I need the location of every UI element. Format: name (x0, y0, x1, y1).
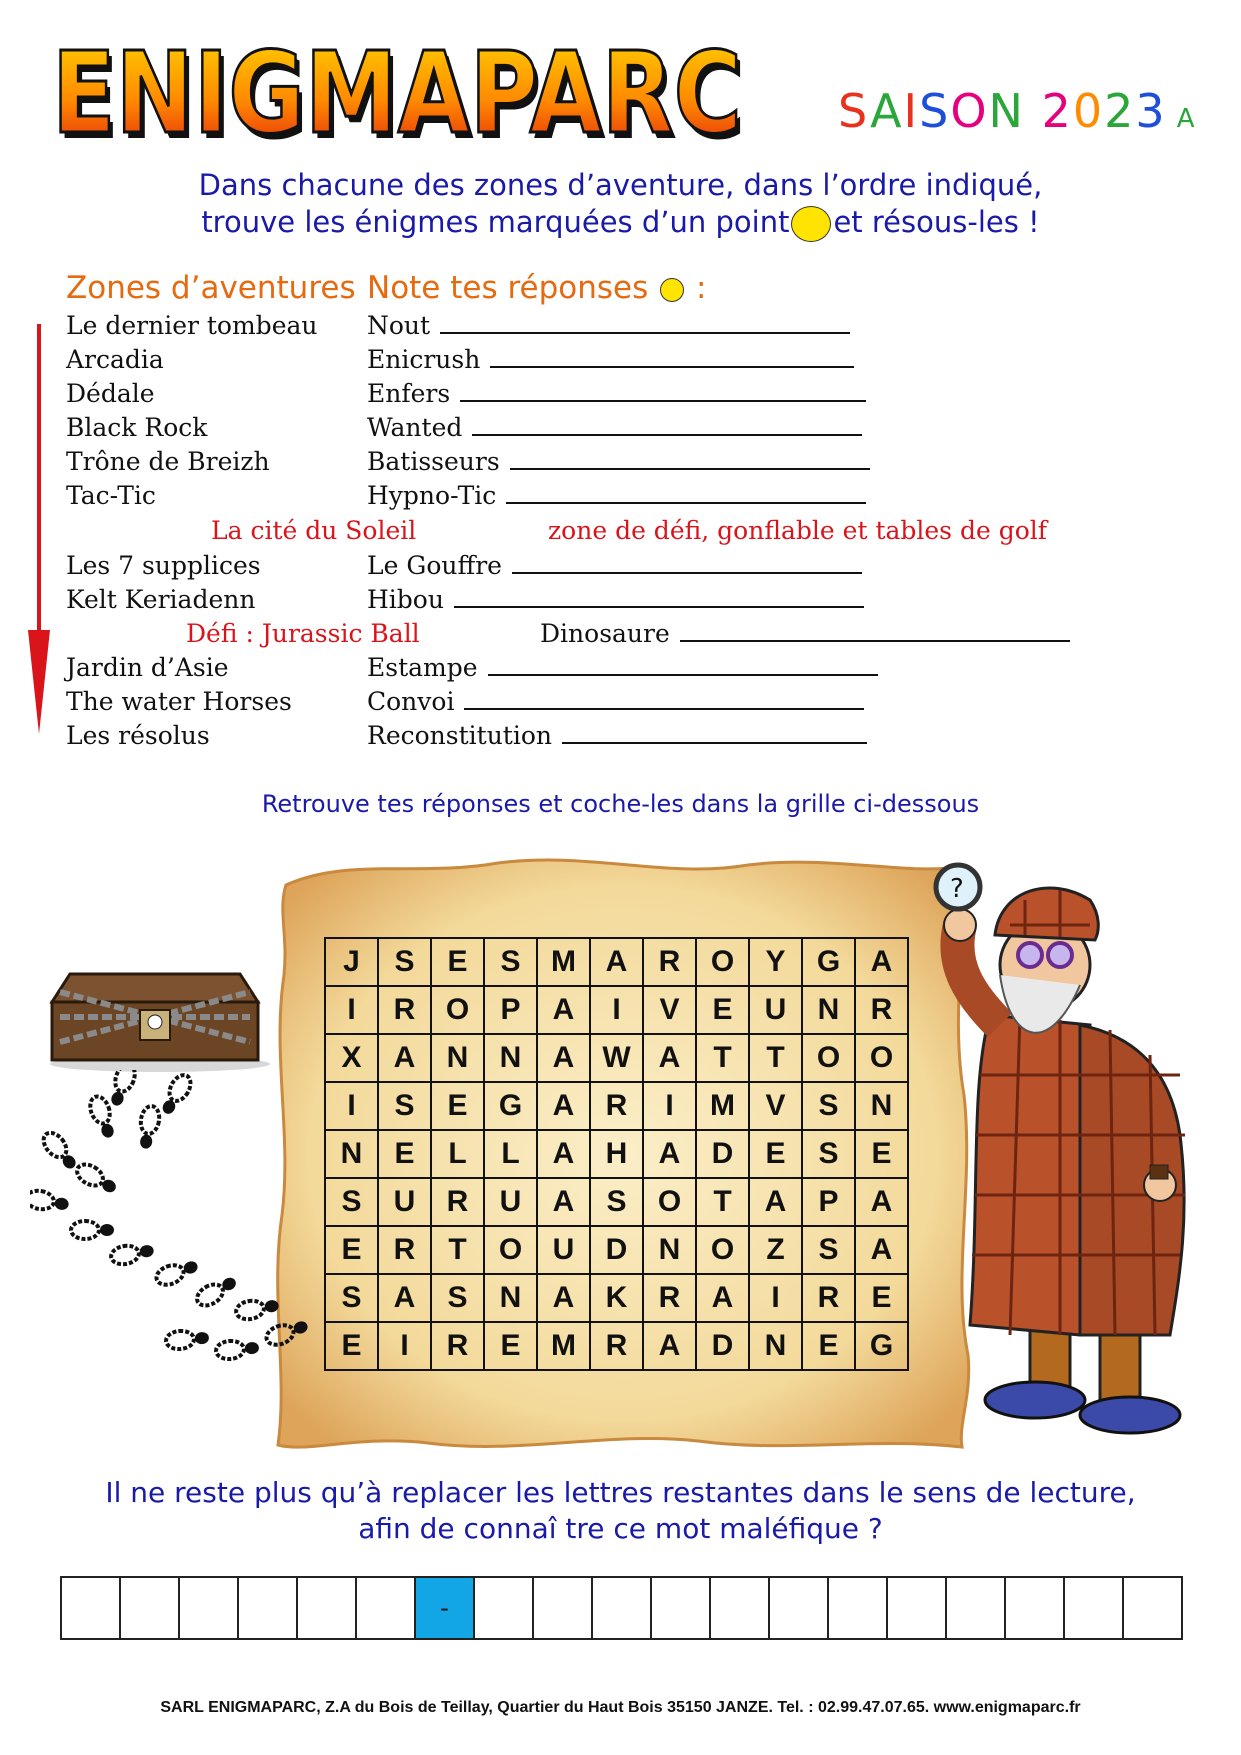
grid-cell[interactable]: S (431, 1274, 484, 1322)
grid-cell[interactable]: P (484, 986, 537, 1034)
answer-box[interactable] (179, 1577, 238, 1639)
grid-cell[interactable]: I (590, 986, 643, 1034)
grid-cell[interactable]: E (802, 1322, 855, 1370)
zone-name: Tac-Tic (66, 481, 156, 510)
grid-cell[interactable]: E (431, 1082, 484, 1130)
intro-line-2a: trouve les énigmes marquées d’un point (201, 205, 790, 239)
grid-cell[interactable]: W (590, 1034, 643, 1082)
answer-box[interactable] (533, 1577, 592, 1639)
grid-cell[interactable]: N (802, 986, 855, 1034)
grid-cell[interactable]: A (590, 938, 643, 986)
grid-cell[interactable]: T (749, 1034, 802, 1082)
answer-box[interactable]: - (415, 1577, 474, 1639)
footprint-icon (136, 1105, 161, 1150)
intro-line-2b: et résous-les ! (833, 205, 1040, 239)
order-arrow-head-icon (28, 630, 50, 734)
zone-name: Kelt Keriadenn (66, 585, 256, 614)
grid-cell[interactable]: T (696, 1034, 749, 1082)
zone-name: Dédale (66, 379, 155, 408)
grid-cell[interactable]: E (325, 1322, 378, 1370)
grid-cell[interactable]: I (378, 1322, 431, 1370)
retrouve-instruction: Retrouve tes réponses et coche-les dans la grille ci-dessous (261, 790, 980, 818)
grid-cell[interactable]: N (325, 1130, 378, 1178)
footprint-icon (193, 1273, 239, 1310)
answer-line[interactable] (562, 722, 867, 744)
answer-row (367, 653, 878, 682)
season-letter: N (988, 84, 1025, 138)
order-arrow (37, 324, 41, 634)
answer-line[interactable] (460, 380, 866, 402)
grid-cell[interactable]: U (378, 1178, 431, 1226)
answer-box[interactable] (828, 1577, 887, 1639)
grid-cell[interactable]: S (378, 1082, 431, 1130)
grid-cell[interactable]: M (537, 1322, 590, 1370)
answer-box[interactable] (61, 1577, 120, 1639)
grid-cell[interactable]: Z (749, 1226, 802, 1274)
answer-label: Convoi (367, 687, 455, 716)
grid-cell[interactable]: E (696, 986, 749, 1034)
answer-line[interactable] (512, 552, 862, 574)
grid-cell[interactable]: A (749, 1178, 802, 1226)
answer-row (367, 345, 854, 374)
yellow-dot-icon (791, 206, 831, 242)
answer-label: Wanted (367, 413, 463, 442)
grid-row (325, 1082, 908, 1130)
outro-line-1: Il ne reste plus qu’à replacer les lettres restantes dans le sens de lecture, (105, 1476, 1136, 1509)
grid-row (325, 986, 908, 1034)
answer-row (367, 585, 864, 614)
answer-row (540, 619, 1070, 648)
grid-cell[interactable]: R (431, 1178, 484, 1226)
grid-cell[interactable]: R (378, 986, 431, 1034)
grid-cell[interactable]: E (378, 1130, 431, 1178)
zone-name: The water Horses (66, 687, 292, 716)
grid-cell[interactable]: V (749, 1082, 802, 1130)
grid-cell[interactable]: S (325, 1178, 378, 1226)
grid-cell[interactable]: O (431, 986, 484, 1034)
grid-cell[interactable]: L (484, 1130, 537, 1178)
season-letter: 2 (1041, 84, 1073, 138)
grid-cell[interactable]: R (378, 1226, 431, 1274)
footprint-icon (264, 1317, 311, 1349)
grid-cell[interactable]: A (855, 1178, 908, 1226)
grid-cell[interactable]: A (643, 1034, 696, 1082)
footprint-icon (73, 1160, 119, 1197)
grid-cell[interactable]: O (696, 1226, 749, 1274)
secret-word-boxes (60, 1576, 1183, 1640)
grid-row (325, 938, 908, 986)
grid-cell[interactable]: G (802, 938, 855, 986)
answer-line[interactable] (488, 654, 878, 676)
grid-row (325, 1322, 908, 1370)
grid-cell[interactable]: V (643, 986, 696, 1034)
answer-label: Estampe (367, 653, 478, 682)
defi-jurassic-label: Défi : Jurassic Ball (186, 619, 420, 648)
word-search-grid (324, 937, 909, 1371)
grid-row (325, 1178, 908, 1226)
grid-cell[interactable]: S (378, 938, 431, 986)
answer-line[interactable] (510, 448, 870, 470)
grid-cell[interactable]: R (431, 1322, 484, 1370)
treasure-chest-icon (40, 962, 270, 1072)
grid-cell[interactable]: N (749, 1322, 802, 1370)
svg-text:?: ? (950, 874, 964, 904)
answer-line[interactable] (454, 586, 864, 608)
answer-box[interactable] (297, 1577, 356, 1639)
grid-row (325, 1226, 908, 1274)
grid-cell[interactable]: N (643, 1226, 696, 1274)
grid-cell[interactable]: O (802, 1034, 855, 1082)
footprint-icon (158, 1071, 195, 1117)
answer-label: Batisseurs (367, 447, 500, 476)
zone-name: Les résolus (66, 721, 210, 750)
grid-cell[interactable]: O (484, 1226, 537, 1274)
season-letter: A (870, 84, 904, 138)
answers-header (367, 270, 706, 306)
detective-illustration (930, 855, 1220, 1445)
grid-cell[interactable]: U (749, 986, 802, 1034)
grid-cell[interactable]: J (325, 938, 378, 986)
zone-name: Le dernier tombeau (66, 311, 318, 340)
answer-line[interactable] (490, 346, 854, 368)
footprint-icon (30, 1189, 70, 1214)
answer-row (367, 311, 850, 340)
grid-cell[interactable]: E (325, 1226, 378, 1274)
grid-cell[interactable]: A (378, 1274, 431, 1322)
answer-box[interactable] (1064, 1577, 1123, 1639)
grid-cell[interactable]: S (802, 1226, 855, 1274)
answer-label: Hibou (367, 585, 444, 614)
grid-cell[interactable]: O (696, 938, 749, 986)
grid-cell[interactable]: R (590, 1322, 643, 1370)
footprint-icon (235, 1296, 280, 1321)
answer-box[interactable] (1123, 1577, 1182, 1639)
grid-row (325, 1130, 908, 1178)
intro-line-1: Dans chacune des zones d’aventure, dans l’ordre indiqué, (198, 168, 1043, 202)
grid-cell[interactable]: G (855, 1322, 908, 1370)
answer-label: Nout (367, 311, 431, 340)
grid-cell[interactable]: E (484, 1322, 537, 1370)
grid-cell[interactable]: S (802, 1082, 855, 1130)
grid-cell[interactable]: A (537, 986, 590, 1034)
season-letter: 3 (1135, 84, 1167, 138)
grid-cell[interactable]: A (643, 1130, 696, 1178)
answer-box[interactable] (238, 1577, 297, 1639)
footprint-icon (71, 1221, 114, 1239)
zones-header: Zones d’aventures (66, 270, 356, 306)
grid-cell[interactable]: S (590, 1178, 643, 1226)
footprints-icon (30, 1070, 340, 1370)
season-label (838, 84, 1197, 138)
grid-cell[interactable]: O (855, 1034, 908, 1082)
grid-cell[interactable]: N (484, 1034, 537, 1082)
grid-cell[interactable]: D (590, 1226, 643, 1274)
answer-label: Enfers (367, 379, 451, 408)
logo-shadow: ENIGMAPARC (56, 35, 746, 160)
grid-cell[interactable]: X (325, 1034, 378, 1082)
answer-box[interactable] (946, 1577, 1005, 1639)
answer-row (367, 379, 866, 408)
answer-line[interactable] (440, 312, 850, 334)
footprint-icon (110, 1241, 155, 1266)
grid-cell[interactable]: R (643, 938, 696, 986)
grid-cell[interactable]: A (537, 1034, 590, 1082)
footprint-icon (154, 1257, 201, 1289)
zone-name: Jardin d’Asie (66, 653, 229, 682)
grid-cell[interactable]: A (537, 1130, 590, 1178)
yellow-dot-icon (660, 278, 684, 302)
grid-cell[interactable]: A (537, 1274, 590, 1322)
grid-cell[interactable]: O (643, 1178, 696, 1226)
grid-row (325, 1034, 908, 1082)
season-letter: 2 (1104, 84, 1136, 138)
answer-box[interactable] (356, 1577, 415, 1639)
cite-soleil-label: La cité du Soleil (211, 516, 417, 545)
zone-name: Black Rock (66, 413, 208, 442)
footprint-icon (165, 1329, 209, 1351)
zone-name: Arcadia (66, 345, 164, 374)
grid-cell[interactable]: R (590, 1082, 643, 1130)
season-letter (1025, 84, 1042, 138)
answer-row (367, 551, 862, 580)
grid-cell[interactable]: S (484, 938, 537, 986)
grid-cell[interactable]: T (696, 1178, 749, 1226)
answer-row (367, 447, 870, 476)
season-letter: I (903, 84, 920, 138)
grid-cell[interactable]: I (325, 986, 378, 1034)
answer-box[interactable] (474, 1577, 533, 1639)
grid-cell[interactable]: L (431, 1130, 484, 1178)
grid-cell[interactable]: A (696, 1274, 749, 1322)
grid-cell[interactable]: T (431, 1226, 484, 1274)
answer-box[interactable] (651, 1577, 710, 1639)
answer-label: Enicrush (367, 345, 481, 374)
answer-box[interactable] (592, 1577, 651, 1639)
grid-cell[interactable]: A (855, 1226, 908, 1274)
answer-row (367, 721, 867, 750)
answer-box[interactable] (710, 1577, 769, 1639)
zone-name: Trône de Breizh (66, 447, 270, 476)
grid-cell[interactable]: S (325, 1274, 378, 1322)
grid-cell[interactable]: S (802, 1130, 855, 1178)
grid-cell[interactable]: U (484, 1178, 537, 1226)
season-suffix: A (1176, 104, 1197, 134)
grid-cell[interactable]: P (802, 1178, 855, 1226)
grid-cell[interactable]: N (431, 1034, 484, 1082)
answer-label: Dinosaure (540, 619, 670, 648)
answer-row (367, 413, 862, 442)
grid-cell[interactable]: E (431, 938, 484, 986)
answer-line[interactable] (472, 414, 862, 436)
grid-cell[interactable]: N (484, 1274, 537, 1322)
grid-cell[interactable]: M (537, 938, 590, 986)
answer-label: Le Gouffre (367, 551, 502, 580)
answers-header-colon: : (696, 270, 707, 306)
grid-cell[interactable]: E (749, 1130, 802, 1178)
enigmaparc-logo (52, 30, 772, 160)
grid-cell[interactable]: I (325, 1082, 378, 1130)
grid-cell[interactable]: G (484, 1082, 537, 1130)
season-letter: O (950, 84, 989, 138)
grid-cell[interactable]: A (855, 938, 908, 986)
grid-cell[interactable]: R (855, 986, 908, 1034)
grid-row (325, 1274, 908, 1322)
grid-cell[interactable]: I (749, 1274, 802, 1322)
logo-text: ENIGMAPARC (52, 30, 742, 159)
answer-box[interactable] (1005, 1577, 1064, 1639)
grid-cell[interactable]: D (696, 1130, 749, 1178)
zone-defi-label: zone de défi, gonflable et tables de golf (548, 516, 1048, 545)
answer-row (367, 687, 864, 716)
season-letter: S (919, 84, 951, 138)
answer-line[interactable] (464, 688, 864, 710)
intro-line-2 (0, 205, 1241, 242)
grid-cell[interactable]: R (802, 1274, 855, 1322)
answer-line[interactable] (506, 482, 866, 504)
grid-cell[interactable]: I (643, 1082, 696, 1130)
answer-label: Reconstitution (367, 721, 552, 750)
answer-line[interactable] (680, 620, 1070, 642)
answer-box[interactable] (120, 1577, 179, 1639)
outro-line-2: afin de connaî tre ce mot maléfique ? (358, 1512, 883, 1545)
grid-cell[interactable]: A (537, 1082, 590, 1130)
footprint-icon (107, 1070, 139, 1108)
footprint-icon (39, 1128, 80, 1173)
answer-row (367, 481, 866, 510)
grid-cell[interactable]: K (590, 1274, 643, 1322)
answers-header-text: Note tes réponses (367, 270, 649, 306)
zone-name: Les 7 supplices (66, 551, 261, 580)
grid-cell[interactable]: Y (749, 938, 802, 986)
season-letter: S (838, 84, 871, 138)
grid-cell[interactable]: E (855, 1130, 908, 1178)
footprint-icon (215, 1339, 259, 1361)
answer-box[interactable] (887, 1577, 946, 1639)
grid-cell[interactable]: N (855, 1082, 908, 1130)
grid-cell[interactable]: H (590, 1130, 643, 1178)
answer-label: Hypno-Tic (367, 481, 497, 510)
grid-cell[interactable]: U (537, 1226, 590, 1274)
grid-cell[interactable]: A (537, 1178, 590, 1226)
grid-cell[interactable]: R (643, 1274, 696, 1322)
footer-address: SARL ENIGMAPARC, Z.A du Bois de Teillay, Quartier du Haut Bois 35150 JANZE. Tel. : 02.99.47.07.65. www.enigmaparc.fr (160, 1699, 1081, 1716)
grid-cell[interactable]: M (696, 1082, 749, 1130)
grid-cell[interactable]: E (855, 1274, 908, 1322)
answer-box[interactable] (769, 1577, 828, 1639)
grid-cell[interactable]: D (696, 1322, 749, 1370)
season-letter: 0 (1072, 84, 1105, 138)
grid-cell[interactable]: A (378, 1034, 431, 1082)
grid-cell[interactable]: A (643, 1322, 696, 1370)
